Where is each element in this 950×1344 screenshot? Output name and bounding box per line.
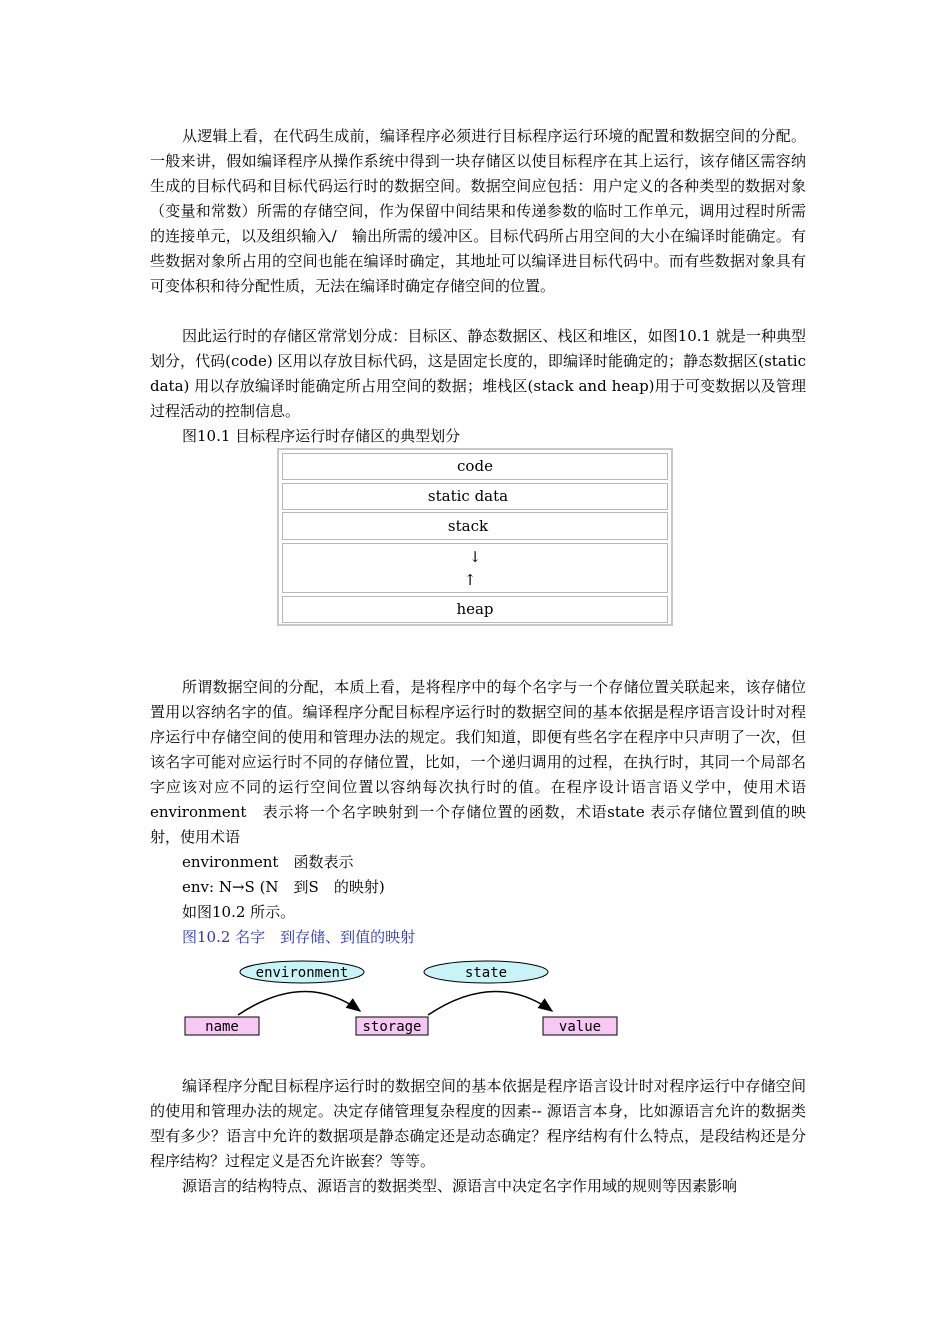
memory-row-stack: stack bbox=[282, 512, 668, 540]
value-label: value bbox=[558, 1019, 602, 1035]
memory-layout-table bbox=[277, 448, 673, 626]
figure-2-caption: 图10.2 名字 到存储、到值的映射 bbox=[182, 928, 416, 946]
paragraph-5 bbox=[150, 1174, 806, 1199]
paragraph-1 bbox=[150, 124, 806, 299]
paragraph-5-text: 源语言的结构特点、源语言的数据类型、源语言中决定名字作用域的规则等因素影响 bbox=[182, 1177, 738, 1195]
paragraph-4-text: 编译程序分配目标程序运行时的数据空间的基本依据是程序语言设计时对程序运行中存储空间的使用和管理办法的规定。决定存储管理复杂程度的因素-- 源语言本身，比如源语言允许的数据类型有多少？语言中允许的数据项是静态确定还是动态确定？程序结构有什么特点，是段结构还是分程序结构？过程定义是否允许嵌套？等等。 bbox=[150, 1077, 806, 1170]
paragraph-1-text: 从逻辑上看，在代码生成前，编译程序必须进行目标程序运行环境的配置和数据空间的分配。一般来讲，假如编译程序从操作系统中得到一块存储区以使目标程序在其上运行，该存储区需容纳生成的目标代码和目标代码运行时的数据空间。数据空间应包括：用户定义的各种类型的数据对象（变量和常数）所需的存储空间，作为保留中间结果和传递参数的临时工作单元，调用过程时所需的连接单元，以及组织输入/ 输出所需的缓冲区。目标代码所占用空间的大小在编译时能确定。有些数据对象所占用的空间也能在编译时确定，其地址可以编译进目标代码中。而有些数据对象具有可变体积和待分配性质，无法在编译时确定存储空间的位置。 bbox=[150, 127, 806, 295]
environment-label: environment bbox=[255, 965, 349, 981]
state-label: state bbox=[464, 965, 508, 981]
paragraph-2 bbox=[150, 324, 806, 424]
environment-arrow bbox=[238, 991, 360, 1015]
memory-row-heap: heap bbox=[282, 596, 668, 623]
name-storage-value-diagram bbox=[180, 955, 630, 1045]
up-arrow-icon: ↑ bbox=[463, 571, 477, 589]
env-mapping-line: env: N→S (N 到S 的映射) bbox=[182, 878, 385, 896]
memory-row-code: code bbox=[282, 453, 668, 480]
figure-reference-line: 如图10.2 所示。 bbox=[182, 903, 296, 921]
paragraph-3-text: 所谓数据空间的分配，本质上看，是将程序中的每个名字与一个存储位置关联起来，该存储位置用以容纳名字的值。编译程序分配目标程序运行时的数据空间的基本依据是程序语言设计时对程序运行中存储空间的使用和管理办法的规定。我们知道，即便有些名字在程序中只声明了一次，但该名字可能对应运行时不同的存储位置，比如，一个递归调用的过程，在执行时，其同一个局部名字应该对应不同的运行空间位置以容纳每次执行时的值。在程序设计语言语义学中，使用术语environment 表示将一个名字映射到一个存储位置的函数，术语state 表示存储位置到值的映射，使用术语 bbox=[150, 678, 806, 846]
down-arrow-icon: ↓ bbox=[468, 548, 482, 566]
state-arrow bbox=[428, 991, 552, 1015]
paragraph-2-text: 因此运行时的存储区常常划分成：目标区、静态数据区、栈区和堆区，如图10.1 就是一种典型划分，代码(code) 区用以存放目标代码，这是固定长度的，即编译时能确定的；静态数据区(static data) 用以存放编译时能确定所占用空间的数据；堆栈区(stack and heap)用于可变数据以及管理过程活动的控制信息。 bbox=[150, 327, 806, 420]
memory-row-static-data: static data bbox=[282, 483, 668, 510]
paragraph-3 bbox=[150, 675, 806, 850]
name-label: name bbox=[205, 1019, 239, 1035]
env-function-line: environment 函数表示 bbox=[182, 853, 354, 871]
storage-label: storage bbox=[362, 1019, 422, 1035]
paragraph-4 bbox=[150, 1074, 806, 1174]
memory-row-free-space bbox=[282, 543, 668, 593]
figure-1-caption: 图10.1 目标程序运行时存储区的典型划分 bbox=[182, 427, 461, 445]
